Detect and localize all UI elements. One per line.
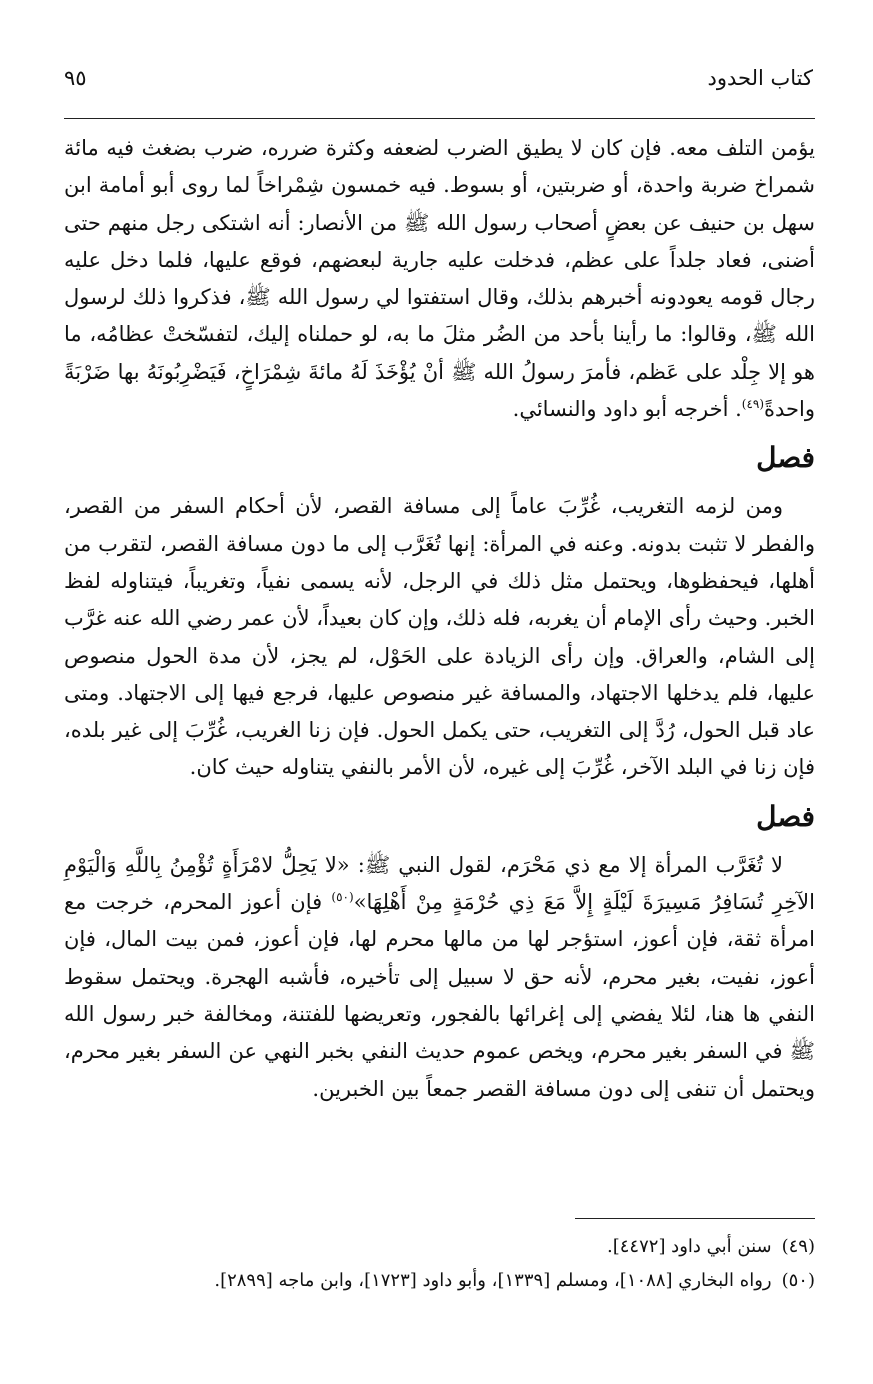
running-title: كتاب الحدود bbox=[707, 66, 813, 90]
footnote-rule bbox=[575, 1218, 815, 1219]
footnote-text: سنن أبي داود [٤٤٧٢]. bbox=[607, 1236, 772, 1257]
paragraph-1-text: يؤمن التلف معه. فإن كان لا يطيق الضرب لضعفه وكثرة ضرره، ضرب بضغث فيه مائة شمراخ ضربة واحدة، أو ضربتين، أو بسوط. فيه خمسون شِمْراخاً لما روى أبو أمامة ابن سهل بن حنيف عن بعضٍ أصحاب رسول الله ﷺ من الأنصار: أنه اشتكى رجل منهم حتى أضنى، فعاد جلداً على عظم، فدخلت عليه جارية لبعضهم، فوقع عليها، فلما دخل عليه رجال قومه يعودونه أخبرهم بذلك، وقال استفتوا لي رسول الله ﷺ، فذكروا ذلك لرسول الله ﷺ، وقالوا: ما رأينا بأحد من الضُر مثلَ ما به، لو حملناه إليك، لتفسّختْ عظامُه، ما هو إلا جِلْد على عَظم، فأمرَ رسولُ الله ﷺ أنْ يُؤْخَذَ لَهُ مائةَ شِمْرَاخٍ، فَيَضْرِبُونَهُ بها ضَرْبَةً واحدةً bbox=[64, 136, 815, 422]
section-heading-2: فصل bbox=[756, 799, 815, 833]
paragraph-3-tail: فإن أعوز المحرم، خرجت مع امرأة ثقة، فإن أعوز، استؤجر لها من مالها محرم لها، فإن أعوز، فمن بيت المال، فإن أعوز، نفيت، بغير محرم، لأنه حق لا سبيل إلى تأخيره، فأشبه الهجرة. ويحتمل سقوط النفي ها هنا، لئلا يفضي إلى إغرائها بالفجور، وتعريضها للفتنة، ومخالفة خبر رسول الله ﷺ في السفر بغير محرم، ويخص عموم حديث النفي بخبر النهي عن السفر بغير محرم، ويحتمل أن تنفى إلى دون مسافة القصر جمعاً بين الخبرين. bbox=[64, 890, 815, 1101]
paragraph-2: ومن لزمه التغريب، غُرِّبَ عاماً إلى مسافة القصر، لأن أحكام السفر من القصر، والفطر لا تثبت بدونه. وعنه في المرأة: إنها تُغَرَّب إلى ما دون مسافة القصر، لتقرب من أهلها، فيحفظوها، ويحتمل مثل ذلك في الرجل، لأنه يسمى نفياً، وتغريباً، فيتناوله لفظ الخبر. وحيث رأى الإمام أن يغربه، فله ذلك، وإن كان بعيداً، لأن عمر رضي الله عنه غرَّب إلى الشام، والعراق. وإن رأى الزيادة على الحَوْل، لم يجز، لأن مدة الحول منصوص عليها، فلم يدخلها الاجتهاد، والمسافة غير منصوص عليها، فرجع فيها إلى الاجتهاد. ومتى عاد قبل الحول، رُدَّ إلى التغريب، حتى يكمل الحول. فإن زنا الغريب، غُرِّبَ إلى غير بلده، فإن زنا في البلد الآخر، غُرِّبَ إلى غيره، لأن الأمر بالنفي يتناوله حيث كان. bbox=[64, 494, 815, 780]
footnote-ref-49: (٤٩) bbox=[741, 397, 765, 412]
main-text bbox=[64, 130, 815, 1108]
footnote-ref-50: (٥٠) bbox=[331, 890, 354, 905]
paragraph-3-text: لا تُغَرَّب المرأة إلا مع ذي مَحْرَم، لقول النبي ﷺ: «لا يَحِلُّ لامْرَأَةٍ تُؤْمِنُ بِاللَّهِ وَالْيَوْمِ الآخِرِ تُسَافِرُ مَسِيرَةَ لَيْلَةٍ إِلاَّ مَعَ ذِي حُرْمَةٍ مِنْ أَهْلِهَا» bbox=[64, 852, 815, 915]
paragraph-1-tail: . أخرجه أبو داود والنسائي. bbox=[512, 397, 742, 422]
paragraph-1 bbox=[64, 130, 815, 428]
footnote-49 bbox=[64, 1230, 815, 1264]
footnote-number: (٥٠) bbox=[781, 1270, 815, 1291]
section-heading-1: فصل bbox=[756, 441, 815, 475]
paragraph-3 bbox=[64, 847, 815, 1108]
page-header bbox=[64, 62, 813, 98]
footnotes bbox=[64, 1230, 815, 1298]
page-number: ٩٥ bbox=[64, 66, 87, 90]
footnote-50 bbox=[64, 1264, 815, 1298]
footnote-number: (٤٩) bbox=[781, 1236, 815, 1257]
header-rule bbox=[64, 118, 815, 119]
footnote-text: رواه البخاري [١٠٨٨]، ومسلم [١٣٣٩]، وأبو داود [١٧٢٣]، وابن ماجه [٢٨٩٩]. bbox=[214, 1270, 772, 1291]
